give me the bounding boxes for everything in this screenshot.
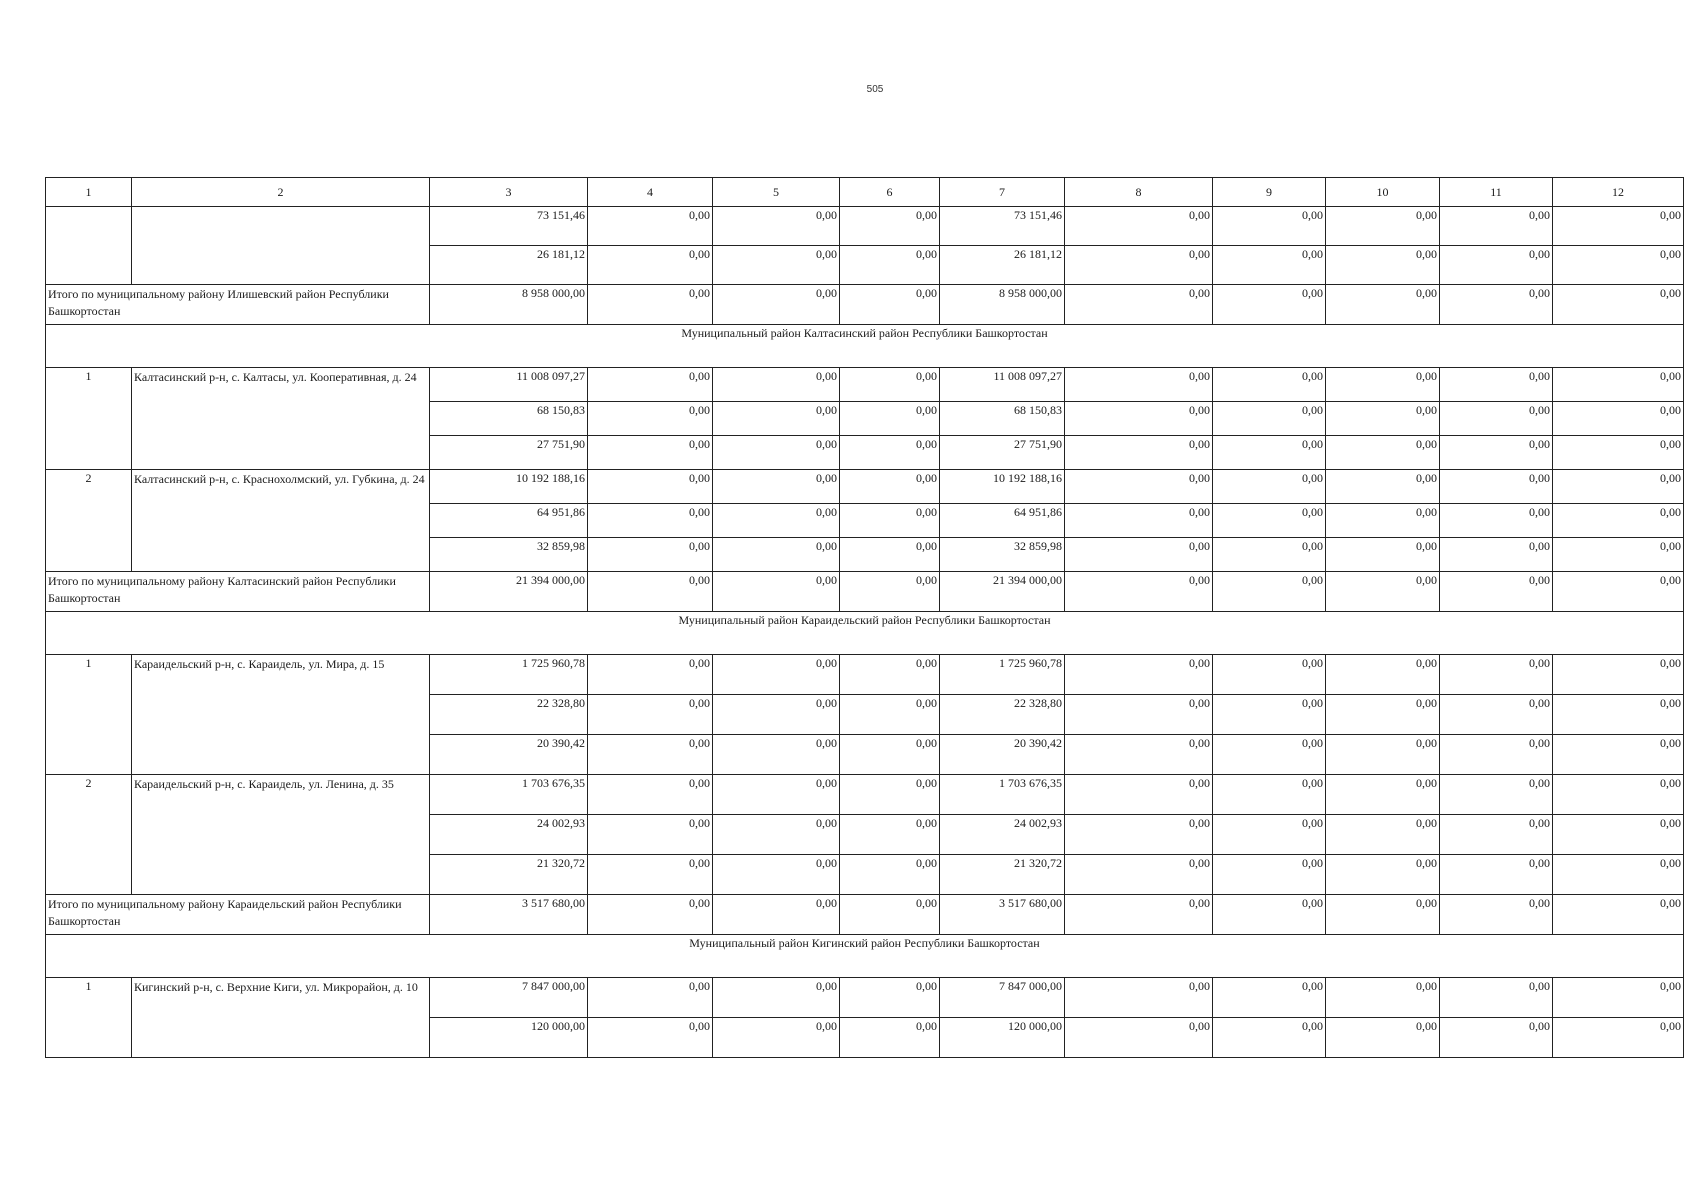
- value-cell: 0,00: [1440, 504, 1553, 538]
- value-cell: 0,00: [1213, 775, 1326, 815]
- value-cell: 0,00: [1326, 285, 1440, 325]
- value-cell: 0,00: [588, 655, 713, 695]
- value-cell: 7 847 000,00: [430, 978, 588, 1018]
- value-cell: 0,00: [713, 978, 840, 1018]
- value-cell: 64 951,86: [940, 504, 1065, 538]
- value-cell: 32 859,98: [430, 538, 588, 572]
- value-cell: 0,00: [1440, 775, 1553, 815]
- value-cell: 0,00: [1213, 572, 1326, 612]
- value-cell: 0,00: [1553, 572, 1684, 612]
- value-cell: 0,00: [840, 1018, 940, 1058]
- value-cell: 0,00: [840, 978, 940, 1018]
- value-cell: 20 390,42: [940, 735, 1065, 775]
- value-cell: 0,00: [1440, 1018, 1553, 1058]
- value-cell: 0,00: [588, 538, 713, 572]
- value-cell: 0,00: [1065, 775, 1213, 815]
- value-cell: 26 181,12: [940, 246, 1065, 285]
- value-cell: 0,00: [1440, 246, 1553, 285]
- table-row: [46, 470, 1684, 504]
- value-cell: 0,00: [1553, 695, 1684, 735]
- value-cell: 0,00: [840, 436, 940, 470]
- section-title: Муниципальный район Калтасинский район Республики Башкортостан: [46, 325, 1684, 368]
- value-cell: 0,00: [840, 538, 940, 572]
- value-cell: 0,00: [713, 368, 840, 402]
- value-cell: 0,00: [1213, 402, 1326, 436]
- table-row: [46, 207, 1684, 246]
- value-cell: 0,00: [1213, 655, 1326, 695]
- value-cell: 0,00: [840, 655, 940, 695]
- value-cell: 10 192 188,16: [430, 470, 588, 504]
- value-cell: 0,00: [1326, 855, 1440, 895]
- value-cell: 0,00: [840, 368, 940, 402]
- value-cell: 0,00: [1326, 1018, 1440, 1058]
- value-cell: 0,00: [1065, 470, 1213, 504]
- value-cell: 0,00: [1326, 504, 1440, 538]
- value-cell: 0,00: [1553, 775, 1684, 815]
- value-cell: 0,00: [1326, 436, 1440, 470]
- value-cell: 0,00: [588, 246, 713, 285]
- column-header-11: 11: [1440, 178, 1553, 207]
- value-cell: 24 002,93: [430, 815, 588, 855]
- value-cell: 0,00: [1440, 978, 1553, 1018]
- value-cell: 0,00: [1553, 895, 1684, 935]
- value-cell: 0,00: [713, 695, 840, 735]
- value-cell: 0,00: [1553, 402, 1684, 436]
- value-cell: 22 328,80: [940, 695, 1065, 735]
- value-cell: 0,00: [840, 735, 940, 775]
- value-cell: 0,00: [1553, 978, 1684, 1018]
- address-cell: Калтасинский р-н, с. Краснохолмский, ул. Губкина, д. 24: [132, 470, 430, 572]
- address-cell: Кигинский р-н, с. Верхние Киги, ул. Микрорайон, д. 10: [132, 978, 430, 1058]
- section-row: [46, 325, 1684, 368]
- value-cell: 0,00: [840, 815, 940, 855]
- value-cell: 0,00: [1440, 538, 1553, 572]
- table-row: [46, 655, 1684, 695]
- value-cell: 0,00: [1065, 402, 1213, 436]
- value-cell: 0,00: [1326, 735, 1440, 775]
- value-cell: 0,00: [840, 285, 940, 325]
- value-cell: 0,00: [1326, 402, 1440, 436]
- value-cell: 0,00: [1065, 504, 1213, 538]
- value-cell: 0,00: [1440, 470, 1553, 504]
- value-cell: 68 150,83: [430, 402, 588, 436]
- value-cell: 0,00: [1065, 655, 1213, 695]
- value-cell: 3 517 680,00: [430, 895, 588, 935]
- value-cell: 0,00: [1213, 815, 1326, 855]
- value-cell: 0,00: [1553, 285, 1684, 325]
- address-cell: [132, 207, 430, 285]
- value-cell: 0,00: [1213, 895, 1326, 935]
- table-row: [46, 978, 1684, 1018]
- value-cell: 0,00: [713, 246, 840, 285]
- value-cell: 11 008 097,27: [940, 368, 1065, 402]
- value-cell: 0,00: [1553, 207, 1684, 246]
- value-cell: 0,00: [1553, 1018, 1684, 1058]
- row-number: 1: [46, 978, 132, 1058]
- value-cell: 0,00: [713, 775, 840, 815]
- value-cell: 0,00: [1553, 655, 1684, 695]
- row-number: 1: [46, 655, 132, 775]
- value-cell: 0,00: [1326, 775, 1440, 815]
- column-header-5: 5: [713, 178, 840, 207]
- value-cell: 0,00: [1326, 978, 1440, 1018]
- address-cell: Караидельский р-н, с. Караидель, ул. Мира, д. 15: [132, 655, 430, 775]
- value-cell: 0,00: [1065, 368, 1213, 402]
- value-cell: 0,00: [588, 368, 713, 402]
- column-header-3: 3: [430, 178, 588, 207]
- value-cell: 27 751,90: [430, 436, 588, 470]
- value-cell: 0,00: [713, 815, 840, 855]
- column-header-row: [46, 178, 1684, 207]
- table-body: [46, 207, 1684, 1058]
- value-cell: 0,00: [1065, 695, 1213, 735]
- value-cell: 0,00: [1440, 436, 1553, 470]
- value-cell: 3 517 680,00: [940, 895, 1065, 935]
- value-cell: 0,00: [1065, 855, 1213, 895]
- value-cell: 0,00: [1213, 504, 1326, 538]
- value-cell: 0,00: [1213, 1018, 1326, 1058]
- value-cell: 0,00: [1213, 368, 1326, 402]
- value-cell: 0,00: [1326, 207, 1440, 246]
- value-cell: 0,00: [1440, 815, 1553, 855]
- value-cell: 0,00: [1553, 368, 1684, 402]
- row-number: 2: [46, 775, 132, 895]
- value-cell: 0,00: [840, 470, 940, 504]
- value-cell: 0,00: [1326, 895, 1440, 935]
- value-cell: 7 847 000,00: [940, 978, 1065, 1018]
- value-cell: 0,00: [588, 402, 713, 436]
- value-cell: 0,00: [1065, 895, 1213, 935]
- value-cell: 0,00: [1440, 855, 1553, 895]
- value-cell: 22 328,80: [430, 695, 588, 735]
- value-cell: 0,00: [713, 655, 840, 695]
- value-cell: 0,00: [1065, 1018, 1213, 1058]
- value-cell: 26 181,12: [430, 246, 588, 285]
- column-header-1: 1: [46, 178, 132, 207]
- value-cell: 0,00: [713, 285, 840, 325]
- value-cell: 0,00: [1213, 538, 1326, 572]
- total-label: Итого по муниципальному району Илишевский район Республики Башкортостан: [46, 285, 430, 325]
- value-cell: 0,00: [1553, 246, 1684, 285]
- value-cell: 1 725 960,78: [430, 655, 588, 695]
- value-cell: 0,00: [713, 855, 840, 895]
- value-cell: 0,00: [840, 572, 940, 612]
- column-header-10: 10: [1326, 178, 1440, 207]
- column-header-9: 9: [1213, 178, 1326, 207]
- total-row: [46, 285, 1684, 325]
- value-cell: 0,00: [1440, 402, 1553, 436]
- value-cell: 0,00: [1553, 815, 1684, 855]
- value-cell: 8 958 000,00: [940, 285, 1065, 325]
- section-row: [46, 612, 1684, 655]
- value-cell: 0,00: [840, 855, 940, 895]
- value-cell: 0,00: [1440, 572, 1553, 612]
- value-cell: 0,00: [713, 402, 840, 436]
- value-cell: 0,00: [1065, 978, 1213, 1018]
- value-cell: 8 958 000,00: [430, 285, 588, 325]
- value-cell: 0,00: [713, 572, 840, 612]
- value-cell: 0,00: [840, 775, 940, 815]
- value-cell: 1 703 676,35: [430, 775, 588, 815]
- column-header-2: 2: [132, 178, 430, 207]
- value-cell: 0,00: [1065, 572, 1213, 612]
- value-cell: 0,00: [713, 735, 840, 775]
- value-cell: 0,00: [840, 246, 940, 285]
- total-label: Итого по муниципальному району Калтасинский район Республики Башкортостан: [46, 572, 430, 612]
- value-cell: 0,00: [1553, 855, 1684, 895]
- value-cell: 120 000,00: [430, 1018, 588, 1058]
- value-cell: 10 192 188,16: [940, 470, 1065, 504]
- value-cell: 0,00: [1440, 207, 1553, 246]
- value-cell: 0,00: [840, 895, 940, 935]
- value-cell: 21 394 000,00: [940, 572, 1065, 612]
- value-cell: 0,00: [1065, 246, 1213, 285]
- value-cell: 0,00: [1065, 285, 1213, 325]
- row-number: 1: [46, 368, 132, 470]
- value-cell: 0,00: [1213, 246, 1326, 285]
- value-cell: 21 320,72: [940, 855, 1065, 895]
- value-cell: 0,00: [588, 815, 713, 855]
- value-cell: 0,00: [840, 695, 940, 735]
- value-cell: 0,00: [713, 504, 840, 538]
- value-cell: 0,00: [1553, 538, 1684, 572]
- value-cell: 0,00: [1440, 695, 1553, 735]
- total-row: [46, 572, 1684, 612]
- budget-table: [45, 177, 1684, 1058]
- value-cell: 0,00: [588, 775, 713, 815]
- value-cell: 0,00: [1213, 285, 1326, 325]
- value-cell: 0,00: [1326, 246, 1440, 285]
- section-row: [46, 935, 1684, 978]
- value-cell: 0,00: [588, 285, 713, 325]
- value-cell: 0,00: [588, 207, 713, 246]
- column-header-12: 12: [1553, 178, 1684, 207]
- value-cell: 120 000,00: [940, 1018, 1065, 1058]
- total-row: [46, 895, 1684, 935]
- row-number: [46, 207, 132, 285]
- value-cell: 0,00: [1065, 538, 1213, 572]
- value-cell: 0,00: [588, 695, 713, 735]
- value-cell: 0,00: [588, 470, 713, 504]
- value-cell: 0,00: [713, 436, 840, 470]
- value-cell: 0,00: [1440, 655, 1553, 695]
- address-cell: Караидельский р-н, с. Караидель, ул. Ленина, д. 35: [132, 775, 430, 895]
- value-cell: 0,00: [1326, 470, 1440, 504]
- value-cell: 0,00: [840, 504, 940, 538]
- value-cell: 0,00: [1326, 368, 1440, 402]
- column-header-8: 8: [1065, 178, 1213, 207]
- value-cell: 0,00: [588, 504, 713, 538]
- column-header-4: 4: [588, 178, 713, 207]
- value-cell: 0,00: [1213, 735, 1326, 775]
- value-cell: 68 150,83: [940, 402, 1065, 436]
- table-row: [46, 775, 1684, 815]
- value-cell: 1 703 676,35: [940, 775, 1065, 815]
- value-cell: 32 859,98: [940, 538, 1065, 572]
- value-cell: 0,00: [713, 538, 840, 572]
- value-cell: 0,00: [1326, 695, 1440, 735]
- address-cell: Калтасинский р-н, с. Калтасы, ул. Кооперативная, д. 24: [132, 368, 430, 470]
- value-cell: 0,00: [713, 470, 840, 504]
- value-cell: 0,00: [1553, 470, 1684, 504]
- value-cell: 20 390,42: [430, 735, 588, 775]
- value-cell: 0,00: [588, 735, 713, 775]
- value-cell: 11 008 097,27: [430, 368, 588, 402]
- value-cell: 0,00: [1326, 815, 1440, 855]
- row-number: 2: [46, 470, 132, 572]
- value-cell: 0,00: [1326, 538, 1440, 572]
- value-cell: 0,00: [1065, 735, 1213, 775]
- value-cell: 0,00: [588, 436, 713, 470]
- table-row: [46, 368, 1684, 402]
- value-cell: 0,00: [1065, 436, 1213, 470]
- value-cell: 0,00: [588, 572, 713, 612]
- value-cell: 0,00: [713, 207, 840, 246]
- value-cell: 0,00: [588, 978, 713, 1018]
- value-cell: 0,00: [1213, 978, 1326, 1018]
- value-cell: 0,00: [1553, 504, 1684, 538]
- value-cell: 0,00: [1440, 285, 1553, 325]
- value-cell: 1 725 960,78: [940, 655, 1065, 695]
- value-cell: 0,00: [588, 855, 713, 895]
- value-cell: 0,00: [713, 1018, 840, 1058]
- value-cell: 0,00: [1213, 470, 1326, 504]
- value-cell: 0,00: [1213, 436, 1326, 470]
- value-cell: 0,00: [588, 1018, 713, 1058]
- value-cell: 0,00: [1213, 695, 1326, 735]
- value-cell: 64 951,86: [430, 504, 588, 538]
- value-cell: 0,00: [713, 895, 840, 935]
- value-cell: 73 151,46: [430, 207, 588, 246]
- value-cell: 21 320,72: [430, 855, 588, 895]
- value-cell: 0,00: [840, 402, 940, 436]
- value-cell: 21 394 000,00: [430, 572, 588, 612]
- value-cell: 0,00: [1440, 368, 1553, 402]
- value-cell: 0,00: [1213, 855, 1326, 895]
- column-header-7: 7: [940, 178, 1065, 207]
- value-cell: 0,00: [1213, 207, 1326, 246]
- value-cell: 0,00: [1553, 735, 1684, 775]
- value-cell: 0,00: [588, 895, 713, 935]
- page-number: 505: [866, 84, 884, 95]
- value-cell: 0,00: [1440, 895, 1553, 935]
- value-cell: 0,00: [1326, 572, 1440, 612]
- value-cell: 27 751,90: [940, 436, 1065, 470]
- section-title: Муниципальный район Караидельский район Республики Башкортостан: [46, 612, 1684, 655]
- value-cell: 24 002,93: [940, 815, 1065, 855]
- value-cell: 0,00: [1065, 207, 1213, 246]
- total-label: Итого по муниципальному району Караидельский район Республики Башкортостан: [46, 895, 430, 935]
- value-cell: 0,00: [1440, 735, 1553, 775]
- value-cell: 0,00: [1326, 655, 1440, 695]
- value-cell: 73 151,46: [940, 207, 1065, 246]
- column-header-6: 6: [840, 178, 940, 207]
- value-cell: 0,00: [1065, 815, 1213, 855]
- value-cell: 0,00: [1553, 436, 1684, 470]
- section-title: Муниципальный район Кигинский район Республики Башкортостан: [46, 935, 1684, 978]
- value-cell: 0,00: [840, 207, 940, 246]
